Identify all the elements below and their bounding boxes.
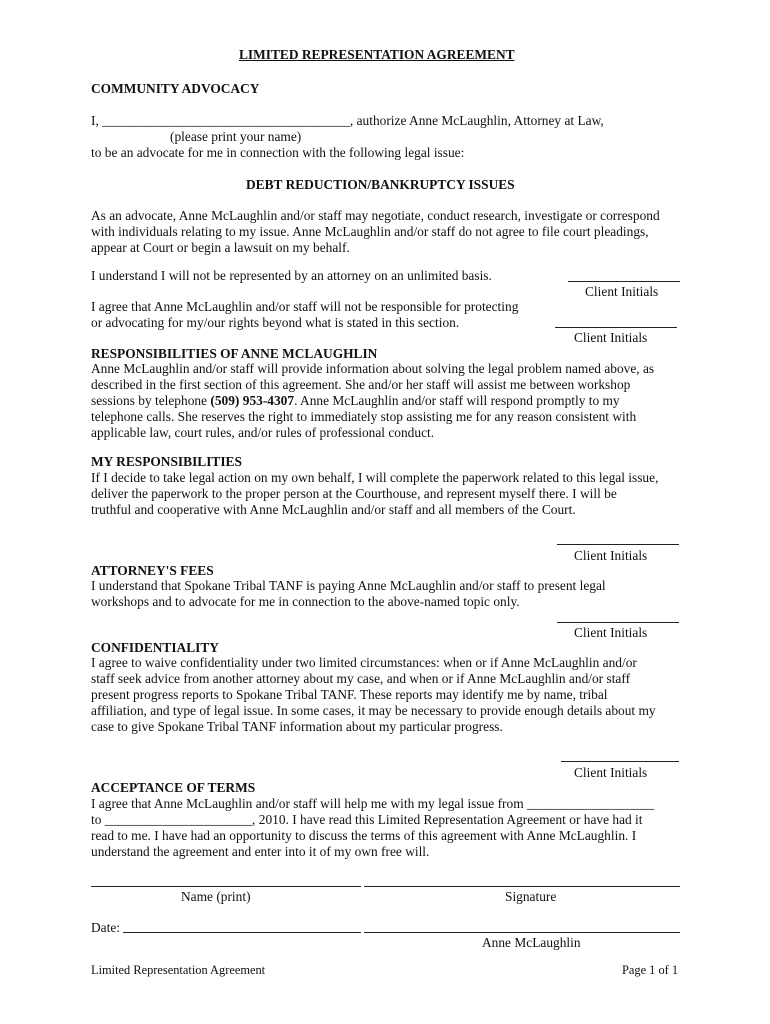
name-print-label: Name (print) — [181, 889, 251, 904]
my-responsibilities-paragraph — [91, 470, 658, 518]
fees-paragraph — [91, 578, 606, 610]
footer-title: Limited Representation Agreement — [91, 963, 266, 977]
intro-line-3: to be an advocate for me in connection with the following legal issue: — [91, 145, 465, 160]
client-initials-label: Client Initials — [574, 625, 648, 640]
client-initials-line-2[interactable] — [555, 327, 677, 328]
confidentiality-line: staff seek advice from another attorney about my case, and when or if Anne McLaughlin and/or staff — [91, 671, 631, 686]
date-label: Date: — [91, 920, 120, 935]
responsibilities-line: described in the first section of this agreement. She and/or her staff will assist me between workshop — [91, 377, 631, 392]
acceptance-line: read to me. I have had an opportunity to discuss the terms of this agreement with Anne McLaughlin. I — [91, 828, 637, 843]
responsibilities-text: . Anne McLaughlin and/or staff will respond promptly to my — [294, 393, 620, 408]
document-title: LIMITED REPRESENTATION AGREEMENT — [239, 47, 515, 62]
responsibilities-line: Anne McLaughlin and/or staff will provide information about solving the legal problem named above, as — [91, 361, 655, 376]
intro-prefix: I, — [91, 113, 99, 128]
signature-line[interactable] — [364, 886, 680, 887]
signature-label: Signature — [505, 889, 557, 904]
confidentiality-line: case to give Spokane Tribal TANF information about my particular progress. — [91, 719, 503, 734]
date-line[interactable] — [123, 932, 361, 933]
fees-heading: ATTORNEY'S FEES — [91, 563, 214, 578]
understand-line: I understand I will not be represented by an attorney on an unlimited basis. — [91, 268, 492, 283]
confidentiality-line: I agree to waive confidentiality under two limited circumstances: when or if Anne McLaughlin and/or — [91, 655, 637, 670]
attorney-name: Anne McLaughlin — [482, 935, 581, 950]
client-initials-label: Client Initials — [574, 548, 648, 563]
acceptance-paragraph — [91, 796, 654, 860]
phone-number: (509) 953-4307 — [210, 393, 295, 408]
acceptance-line: I agree that Anne McLaughlin and/or staff will help me with my legal issue from ___________________ — [91, 796, 655, 811]
acceptance-heading: ACCEPTANCE OF TERMS — [91, 780, 256, 795]
advocate-line: with individuals relating to my issue. Anne McLaughlin and/or staff do not agree to file court pleadings, — [91, 224, 649, 239]
client-initials-line-4[interactable] — [557, 622, 679, 623]
responsibilities-line: applicable law, court rules, and/or rules of professional conduct. — [91, 425, 435, 440]
fees-line: workshops and to advocate for me in connection to the above-named topic only. — [91, 594, 520, 609]
my-responsibilities-line: deliver the paperwork to the proper person at the Courthouse, and represent myself there. I will be — [91, 486, 617, 501]
my-responsibilities-heading: MY RESPONSIBILITIES — [91, 454, 242, 469]
name-print-line[interactable] — [91, 886, 361, 887]
client-initials-label: Client Initials — [574, 765, 648, 780]
agree-line: I agree that Anne McLaughlin and/or staff will not be responsible for protecting — [91, 299, 519, 314]
advocate-paragraph — [91, 208, 660, 256]
responsibilities-line — [91, 393, 654, 409]
responsibilities-paragraph — [91, 361, 654, 441]
client-initials-line-1[interactable] — [568, 281, 680, 282]
confidentiality-heading: CONFIDENTIALITY — [91, 640, 219, 655]
section-community-advocacy: COMMUNITY ADVOCACY — [91, 81, 260, 96]
intro-suffix: , authorize Anne McLaughlin, Attorney at Law, — [349, 113, 604, 128]
intro-print-name-hint: (please print your name) — [170, 129, 302, 144]
client-initials-line-3[interactable] — [557, 544, 679, 545]
my-responsibilities-line: truthful and cooperative with Anne McLaughlin and/or staff and all members of the Court. — [91, 502, 576, 517]
agree-line: or advocating for my/our rights beyond what is stated in this section. — [91, 315, 460, 330]
responsibilities-text: sessions by telephone — [91, 393, 211, 408]
client-initials-line-5[interactable] — [561, 761, 679, 762]
responsibilities-heading: RESPONSIBILITIES OF ANNE MCLAUGHLIN — [91, 346, 378, 361]
acceptance-line: understand the agreement and enter into it of my own free will. — [91, 844, 430, 859]
client-initials-label: Client Initials — [585, 284, 659, 299]
attorney-signature-line[interactable] — [364, 932, 680, 933]
agree-paragraph — [91, 299, 518, 331]
acceptance-line: to ______________________, 2010. I have read this Limited Representation Agreement or have had it — [91, 812, 643, 827]
my-responsibilities-line: If I decide to take legal action on my own behalf, I will complete the paperwork related to this legal issue, — [91, 470, 659, 485]
responsibilities-line: telephone calls. She reserves the right to immediately stop assisting me for any reason consistent with — [91, 409, 637, 424]
confidentiality-paragraph — [91, 655, 656, 735]
advocate-line: appear at Court or begin a lawsuit on my behalf. — [91, 240, 350, 255]
issue-heading: DEBT REDUCTION/BANKRUPTCY ISSUES — [246, 177, 515, 192]
confidentiality-line: affiliation, and type of legal issue. In some cases, it may be necessary to provide enough details about my — [91, 703, 656, 718]
client-initials-label: Client Initials — [574, 330, 648, 345]
footer-page-number: Page 1 of 1 — [622, 963, 679, 977]
client-name-blank[interactable]: _____________________________________ — [102, 113, 350, 128]
advocate-line: As an advocate, Anne McLaughlin and/or staff may negotiate, conduct research, investigate or correspond — [91, 208, 660, 223]
confidentiality-line: present progress reports to Spokane Tribal TANF. These reports may identify me by name, tribal — [91, 687, 608, 702]
fees-line: I understand that Spokane Tribal TANF is paying Anne McLaughlin and/or staff to present legal — [91, 578, 606, 593]
intro-line-1 — [91, 113, 604, 129]
